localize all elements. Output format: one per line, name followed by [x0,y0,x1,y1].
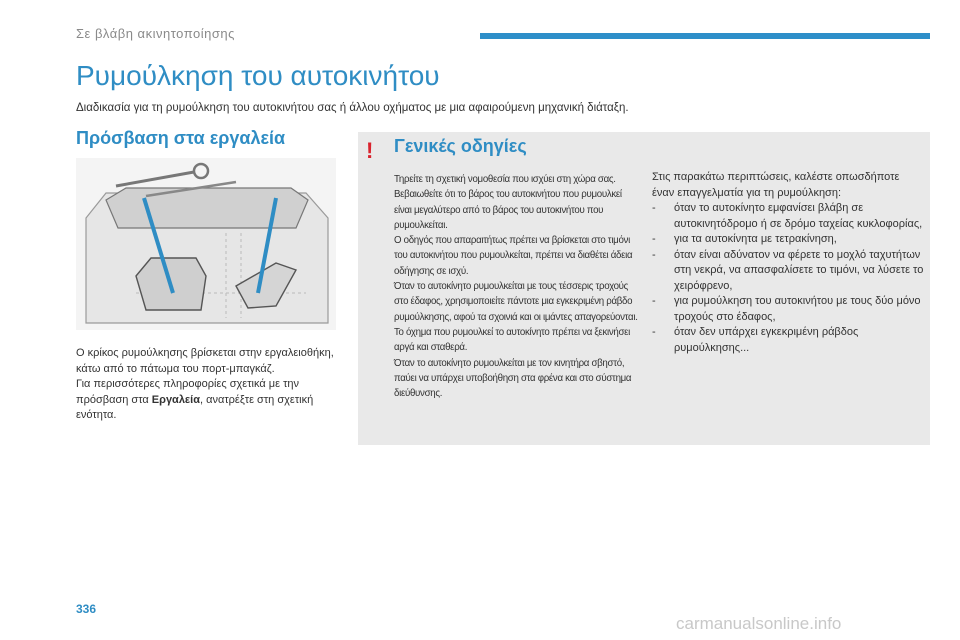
warning-note: Το όχημα που ρυμουλκεί το αυτοκίνητο πρέπει να ξεκινήσει αργά και σταθερά. [394,326,631,354]
trunk-toolbox-illustration [76,158,336,330]
general-instructions-heading: Γενικές οδηγίες [394,136,527,156]
access-paragraph-2 [76,377,341,424]
case-item: - όταν είναι αδύνατον να φέρετε το μοχλό ταχυτήτων στη νεκρά, να απασφαλίσετε το τιμόνι, να λύσετε το χειρόφρενο, [652,248,924,295]
access-heading: Πρόσβαση στα εργαλεία [76,128,286,148]
page-title: Ρυμούλκηση του αυτοκινήτου [76,60,440,91]
warning-note: Όταν το αυτοκίνητο ρυμουλκείται με τον κινητήρα σβηστό, παύει να υπάρχει υποβοήθηση στα φρένα και στο σύστημα διεύθυνσης. [394,357,632,400]
watermark: carmanualsonline.info [676,614,842,633]
header-accent-bar [480,33,930,39]
warning-note: Όταν το αυτοκίνητο ρυμουλκείται με τους τέσσερις τροχούς στο έδαφος, χρησιμοποιείτε πάντοτε μια εγκεκριμένη ράβδο ρυμούλκησης, αφού τα σχοινιά και οι ιμάντες απαγορεύονται. [394,281,638,323]
case-item: - όταν δεν υπάρχει εγκεκριμένη ράβδος ρυμούλκησης... [652,325,924,356]
warning-note: Τηρείτε τη σχετική νομοθεσία που ισχύει στη χώρα σας. [394,174,616,185]
intro-text: Διαδικασία για τη ρυμούλκηση του αυτοκινήτου σας ή άλλου οχήματος με μια αφαιρούμενη μηχανική διάταξη. [76,102,629,114]
warning-icon: ! [366,138,374,163]
case-item: - όταν το αυτοκίνητο εμφανίσει βλάβη σε αυτοκινητόδρομο ή σε δρόμο ταχείας κυκλοφορίας, [652,201,924,232]
access-paragraph-2-start: Για περισσότερες πληροφορίες σχετικά με την πρόσβαση στα [76,378,300,406]
case-item: - για τα αυτοκίνητα με τετρακίνηση, [652,232,924,248]
chapter-header: Σε βλάβη ακινητοποίησης [76,26,235,41]
cases-intro: Στις παρακάτω περιπτώσεις, καλέστε οπωσδήποτε έναν επαγγελματία για τη ρυμούλκηση: [652,171,900,199]
access-paragraph-1: Ο κρίκος ρυμούλκησης βρίσκεται στην εργαλειοθήκη, κάτω από το πάτωμα του πορτ-μπαγκάζ. [76,347,334,375]
access-paragraph-2-end: , ανατρέξτε στη σχετική ενότητα. [76,393,314,421]
warning-note: Βεβαιωθείτε ότι το βάρος του αυτοκινήτου που ρυμουλκεί είναι μεγαλύτερο από το βάρος του αυτοκινήτου που ρυμουλκείται. [394,189,622,231]
access-text [76,346,341,424]
cases-list [652,201,924,356]
page-number: 336 [76,602,97,616]
case-item: - για ρυμούλκηση του αυτοκινήτου με τους δύο μόνο τροχούς στο έδαφος, [652,294,924,325]
trunk-toolbox-drawing [76,158,336,330]
professional-towing-cases [652,170,924,356]
warning-note: Ο οδηγός που απαραιτήτως πρέπει να βρίσκεται στο τιμόνι του αυτοκινήτου που ρυμουλκείται, πρέπει να διαθέτει άδεια οδήγησης σε ισχύ. [394,235,633,277]
warning-notes [394,172,639,401]
tools-link-text: Εργαλεία [151,393,200,406]
